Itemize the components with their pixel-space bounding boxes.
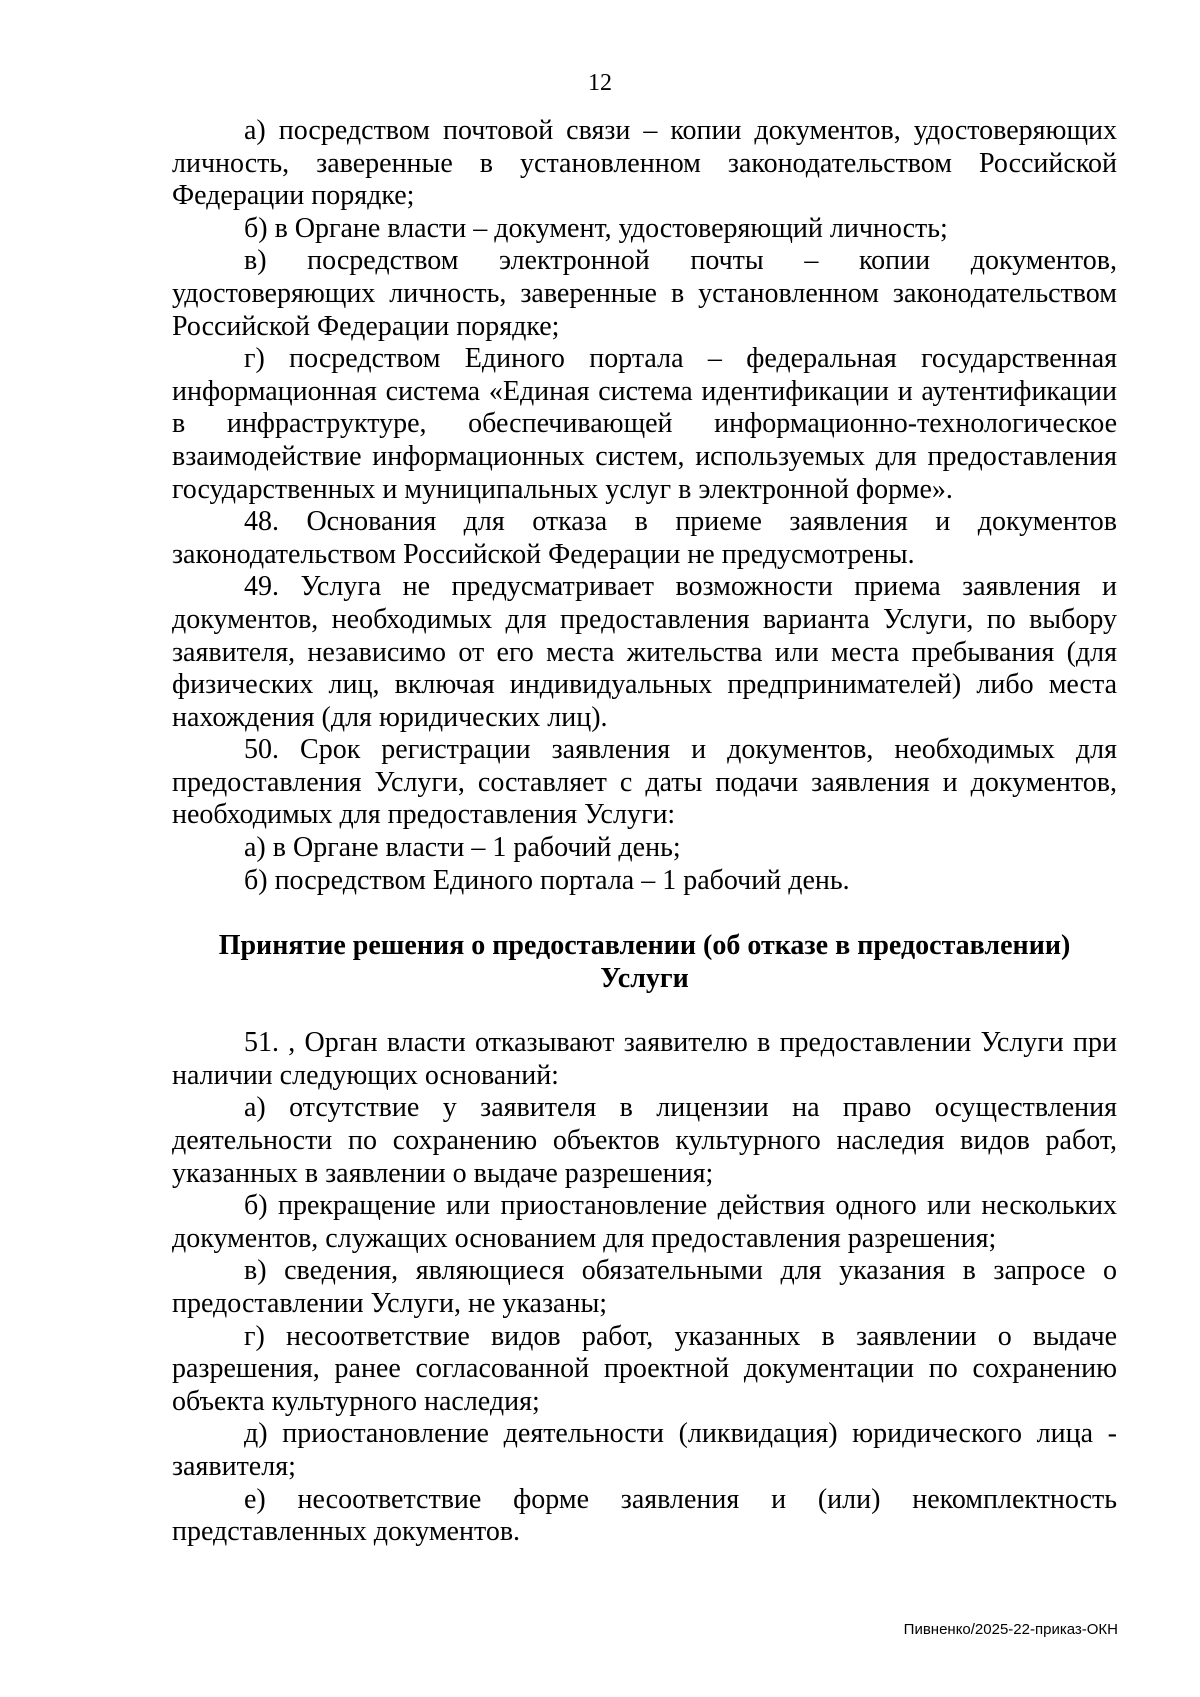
paragraph: 49. Услуга не предусматривает возможности приема заявления и документов, необходимых для предоставления варианта Услуги, по выбору заявителя, независимо от его места жительства или места пребывания (для физических лиц, включая индивидуальных предпринимателей) либо места нахождения (для юридических лиц). [172, 571, 1117, 733]
paragraph: б) в Органе власти – документ, удостоверяющий личность; [244, 212, 948, 244]
page-number: 12 [588, 70, 612, 96]
paragraph: 50. Срок регистрации заявления и документов, необходимых для предоставления Услуги, составляет с даты подачи заявления и документов, необходимых для предоставления Услуги: [172, 734, 1117, 831]
paragraph: в) посредством электронной почты – копии документов, удостоверяющих личность, заверенные в установленном законодательством Российской Федерации порядке; [172, 245, 1117, 342]
paragraph: 48. Основания для отказа в приеме заявления и документов законодательством Российской Федерации не предусмотрены. [172, 506, 1117, 570]
paragraph: в) сведения, являющиеся обязательными для указания в запросе о предоставлении Услуги, не указаны; [172, 1255, 1117, 1319]
paragraph: а) отсутствие у заявителя в лицензии на право осуществления деятельности по сохранению объектов культурного наследия видов работ, указанных в заявлении о выдаче разрешения; [172, 1092, 1117, 1189]
paragraph: 51. , Орган власти отказывают заявителю в предоставлении Услуги при наличии следующих оснований: [172, 1027, 1117, 1091]
paragraph: г) несоответствие видов работ, указанных в заявлении о выдаче разрешения, ранее согласованной проектной документации по сохранению объекта культурного наследия; [172, 1320, 1117, 1417]
paragraph: д) приостановление деятельности (ликвидация) юридического лица - заявителя; [172, 1418, 1117, 1482]
section-heading-line-1: Принятие решения о предоставлении (об отказе в предоставлении) [218, 930, 1071, 962]
paragraph: а) в Органе власти – 1 рабочий день; [244, 832, 681, 864]
section-heading-line-2: Услуги [600, 963, 689, 995]
section-heading [172, 929, 1117, 995]
paragraph: г) посредством Единого портала – федеральная государственная информационная система «Единая система идентификации и аутентификации в инфраструктуре, обеспечивающей информационно-технологическое взаимодействие информационных систем, используемых для предоставления государственных и муниципальных услуг в электронной форме». [172, 343, 1117, 505]
paragraph: е) несоответствие форме заявления и (или) некомплектность представленных документов. [172, 1483, 1117, 1548]
document-footer-id: Пивненко/2025-22-приказ-ОКН [903, 1621, 1118, 1638]
paragraph: а) посредством почтовой связи – копии документов, удостоверяющих личность, заверенные в установленном законодательством Российской Федерации порядке; [172, 115, 1117, 212]
paragraph: б) посредством Единого портала – 1 рабочий день. [244, 864, 850, 896]
document-body [172, 115, 1117, 1549]
paragraph: б) прекращение или приостановление действия одного или нескольких документов, служащих основанием для предоставления разрешения; [172, 1190, 1117, 1254]
